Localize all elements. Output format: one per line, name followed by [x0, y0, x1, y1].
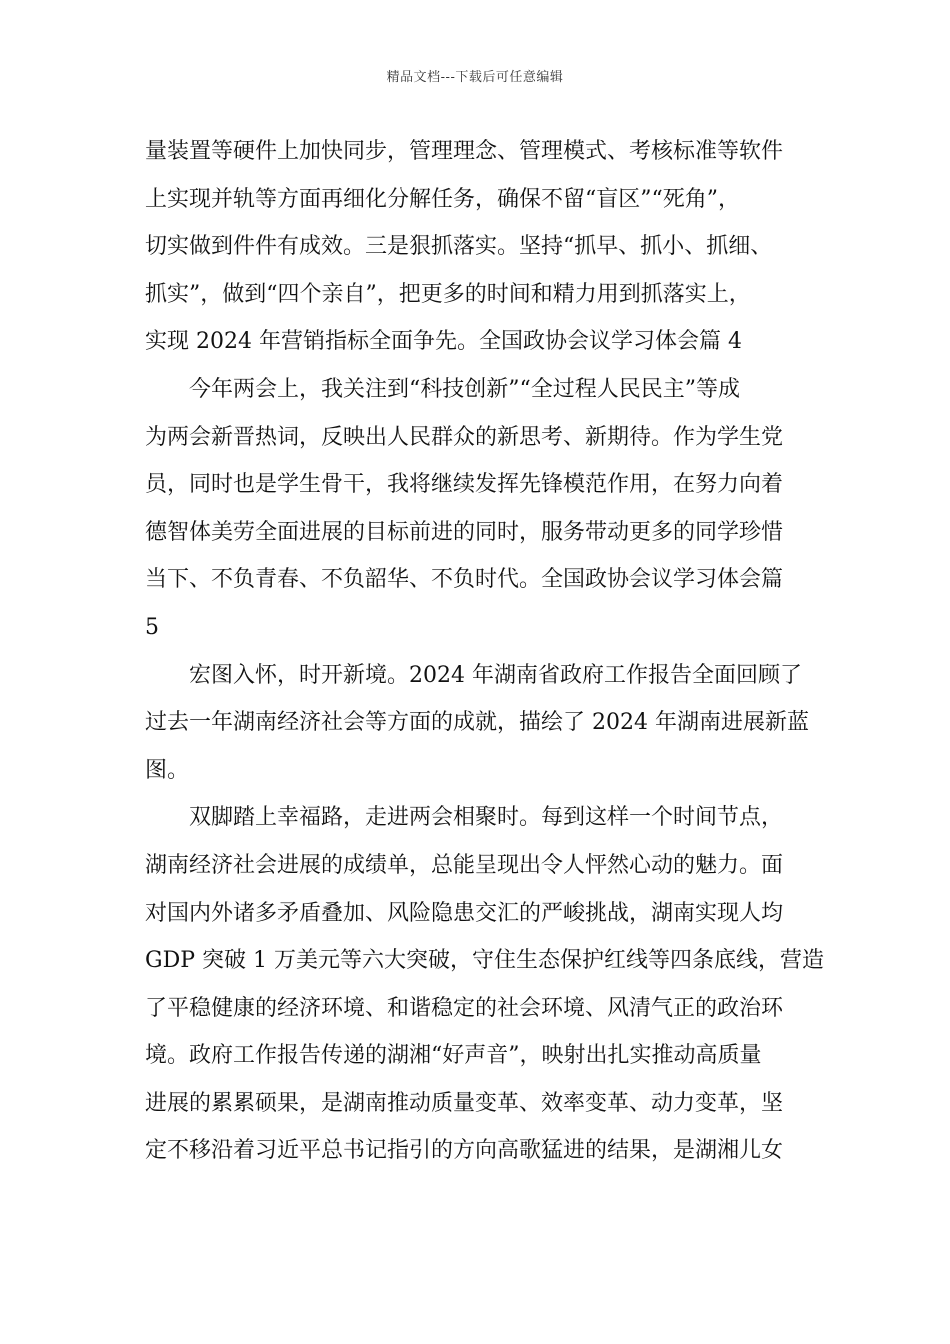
- text-line: 湖南经济社会进展的成绩单，总能呈现出令人怦然心动的魅力。面: [145, 852, 784, 878]
- text-line: 抓实”，做到“四个亲自”，把更多的时间和精力用到抓落实上，: [145, 281, 751, 307]
- text-line: 当下、不负青春、不负韶华、不负时代。全国政协会议学习体会篇: [145, 567, 784, 593]
- text-line: 员，同时也是学生骨干，我将继续发挥先锋模范作用，在努力向着: [145, 472, 784, 498]
- paragraph-first-line: 今年两会上，我关注到“科技创新”“全过程人民民主”等成: [189, 376, 740, 402]
- text-line: 实现 2024 年营销指标全面争先。全国政协会议学习体会篇 4: [145, 329, 742, 355]
- text-line: 德智体美劳全面进展的目标前进的同时，服务带动更多的同学珍惜: [145, 519, 784, 545]
- text-line: 量装置等硬件上加快同步，管理理念、管理模式、考核标准等软件: [145, 139, 784, 164]
- paragraph-first-line: 宏图入怀，时开新境。2024 年湖南省政府工作报告全面回顾了: [189, 662, 802, 688]
- document-body: [145, 128, 824, 1175]
- text-line: 上实现并轨等方面再细化分解任务，确保不留“盲区”“死角”，: [145, 186, 740, 212]
- text-line: 过去一年湖南经济社会等方面的成就，描绘了 2024 年湖南进展新蓝: [145, 710, 809, 736]
- text-line: 进展的累累硕果，是湖南推动质量变革、效率变革、动力变革，坚: [145, 1090, 784, 1116]
- text-line: 图。: [145, 757, 190, 783]
- text-line: 5: [145, 614, 159, 640]
- text-line: 切实做到件件有成效。三是狠抓落实。坚持“抓早、抓小、抓细、: [145, 234, 773, 260]
- text-line: 对国内外诸多矛盾叠加、风险隐患交汇的严峻挑战，湖南实现人均: [145, 900, 784, 926]
- page-header: 精品文档---下载后可任意编辑: [386, 70, 564, 85]
- text-line: 定不移沿着习近平总书记指引的方向高歌猛进的结果，是湖湘儿女: [145, 1138, 784, 1164]
- paragraph-first-line: 双脚踏上幸福路，走进两会相聚时。每到这样一个时间节点，: [189, 805, 784, 831]
- text-line: 为两会新晋热词，反映出人民群众的新思考、新期待。作为学生党: [145, 424, 784, 450]
- text-line: 了平稳健康的经济环境、和谐稳定的社会环境、风清气正的政治环: [145, 995, 784, 1021]
- text-line: GDP 突破 1 万美元等六大突破，守住生态保护红线等四条底线，营造: [145, 948, 824, 974]
- text-line: 境。政府工作报告传递的湖湘“好声音”，映射出扎实推动高质量: [145, 1043, 762, 1069]
